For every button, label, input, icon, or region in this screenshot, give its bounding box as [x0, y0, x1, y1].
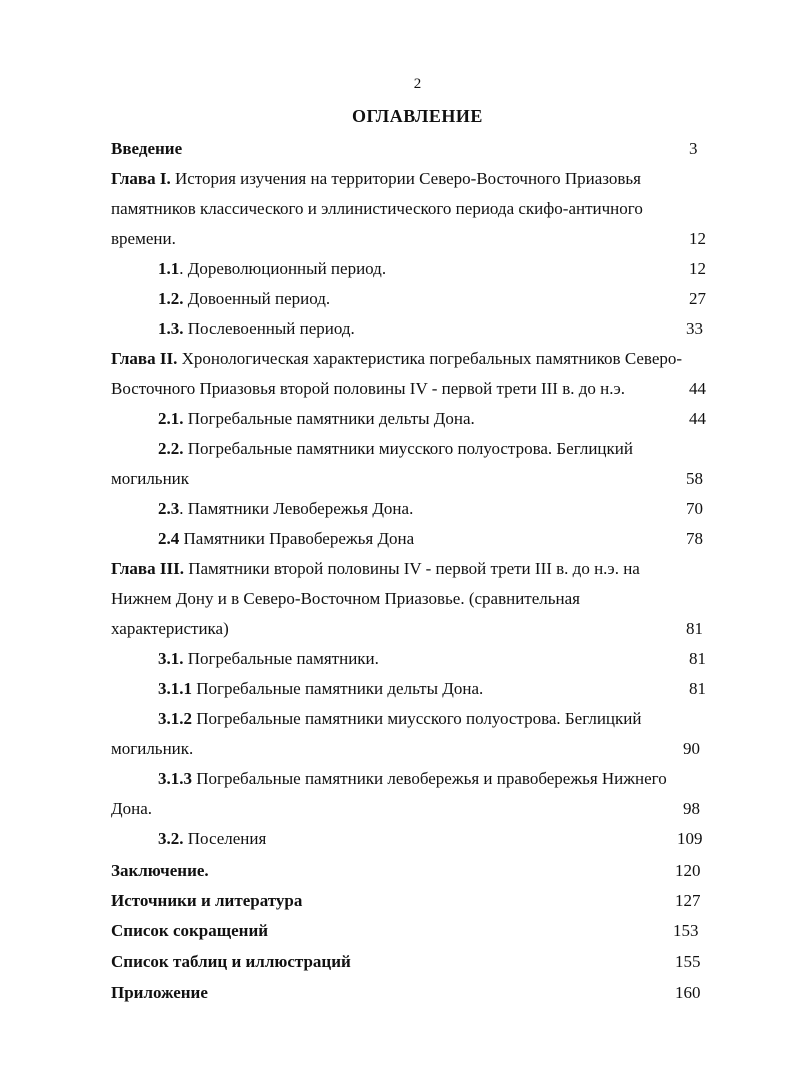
entry-page: 27 [689, 289, 706, 308]
entry-label: 3.2. [158, 829, 184, 848]
entry-text: Хронологическая характеристика погребальных памятников Северо- [177, 349, 683, 368]
entry-text: Восточного Приазовья второй половины IV - первой трети III в. до н.э. [111, 379, 626, 398]
entry-text: Памятники Правобережья Дона [179, 529, 415, 548]
entry-label: 1.1 [158, 259, 180, 278]
toc-entry-3-1-2[interactable] [0, 704, 795, 734]
toc-entry-2-2-end[interactable] [0, 464, 795, 494]
toc-entry-3-1-3-end[interactable] [0, 794, 795, 824]
toc-entry-3-1-3[interactable] [0, 764, 795, 794]
entry-text: Погребальные памятники миусского полуострова. Беглицкий [183, 439, 633, 458]
entry-text: характеристика) [111, 619, 229, 638]
entry-label: 3.1.2 [158, 709, 192, 728]
toc-entry-3-1-2-end[interactable] [0, 734, 795, 764]
entry-text: Нижнем Дону и в Северо-Восточном Приазовье. (сравнительная [111, 589, 580, 608]
entry-page: 127 [675, 891, 701, 910]
entry-label: 3.1. [158, 649, 184, 668]
entry-page: 81 [689, 679, 706, 698]
entry-label: 2.1. [158, 409, 184, 428]
toc-entry-chapter-1[interactable] [0, 164, 795, 194]
toc-entry-1-2[interactable] [0, 284, 795, 314]
entry-page: 120 [675, 861, 701, 880]
entry-text: Довоенный период. [183, 289, 331, 308]
page-title: ОГЛАВЛЕНИЕ [352, 106, 483, 126]
entry-page: 3 [689, 139, 698, 158]
entry-label: 3.1.1 [158, 679, 192, 698]
entry-label: Глава I. [111, 169, 171, 188]
entry-page: 160 [675, 983, 701, 1002]
toc-entry-2-1[interactable] [0, 404, 795, 434]
entry-text: Памятники второй половины IV - первой трети III в. до н.э. на [183, 559, 640, 578]
toc-entry-abbreviations[interactable] [0, 916, 795, 946]
entry-page: 78 [686, 529, 703, 548]
entry-page: 153 [673, 921, 699, 940]
toc-entry-chapter-3[interactable] [0, 554, 795, 584]
entry-text: могильник [111, 469, 190, 488]
page-number: 2 [413, 76, 422, 92]
entry-page: 90 [683, 739, 700, 758]
entry-text: Дона. [111, 799, 152, 818]
toc-entry-3-1-1[interactable] [0, 674, 795, 704]
entry-label: 3.1.3 [158, 769, 192, 788]
entry-label: Список сокращений [111, 921, 269, 940]
toc-entry-1-3[interactable] [0, 314, 795, 344]
entry-label: Приложение [111, 983, 208, 1002]
toc-entry-chapter-2[interactable] [0, 344, 795, 374]
toc-entry-conclusion[interactable] [0, 856, 795, 886]
entry-page: 58 [686, 469, 703, 488]
entry-text: Погребальные памятники дельты Дона. [183, 409, 475, 428]
entry-page: 98 [683, 799, 700, 818]
entry-page: 33 [686, 319, 703, 338]
entry-text: Погребальные памятники. [183, 649, 379, 668]
entry-text: памятников классического и эллинистического периода скифо-античного [111, 199, 643, 218]
toc-entry-chapter-3-end[interactable] [0, 614, 795, 644]
toc-entry-intro[interactable] [0, 134, 795, 164]
toc-entry-chapter-2-end[interactable] [0, 374, 795, 404]
entry-page: 109 [677, 829, 703, 848]
entry-text: История изучения на территории Северо-Восточного Приазовья [170, 169, 641, 188]
entry-page: 81 [689, 649, 706, 668]
entry-text: Погребальные памятники левобережья и правобережья Нижнего [192, 769, 667, 788]
entry-text: могильник. [111, 739, 194, 758]
entry-page: 12 [689, 229, 706, 248]
entry-label: Источники и литература [111, 891, 303, 910]
toc-entry-1-1[interactable] [0, 254, 795, 284]
entry-label: Глава III. [111, 559, 184, 578]
toc-entry-sources[interactable] [0, 886, 795, 916]
entry-label: Заключение. [111, 861, 209, 880]
entry-text: Погребальные памятники миусского полуострова. Беглицкий [192, 709, 642, 728]
toc-entry-appendix[interactable] [0, 978, 795, 1008]
entry-label: 2.4 [158, 529, 180, 548]
toc-entry-tables[interactable] [0, 947, 795, 977]
entry-label: 1.2. [158, 289, 184, 308]
entry-page: 44 [689, 379, 706, 398]
entry-text: Поселения [183, 829, 267, 848]
entry-label: Список таблиц и иллюстраций [111, 952, 351, 971]
toc-entry-chapter-1-cont[interactable] [0, 194, 795, 224]
entry-page: 70 [686, 499, 703, 518]
entry-text: . Памятники Левобережья Дона. [179, 499, 414, 518]
entry-text: Погребальные памятники дельты Дона. [192, 679, 484, 698]
entry-text: . Дореволюционный период. [179, 259, 387, 278]
entry-label: Глава II. [111, 349, 178, 368]
toc-entry-chapter-1-end[interactable] [0, 224, 795, 254]
toc-entry-2-3[interactable] [0, 494, 795, 524]
entry-text: времени. [111, 229, 176, 248]
toc-entry-2-2[interactable] [0, 434, 795, 464]
toc-entry-2-4[interactable] [0, 524, 795, 554]
entry-page: 81 [686, 619, 703, 638]
entry-page: 12 [689, 259, 706, 278]
toc-entry-3-1[interactable] [0, 644, 795, 674]
entry-page: 155 [675, 952, 701, 971]
toc-entry-3-2[interactable] [0, 824, 795, 854]
entry-label: 2.3 [158, 499, 180, 518]
entry-text: Послевоенный период. [183, 319, 355, 338]
entry-label: 1.3. [158, 319, 184, 338]
toc-entry-chapter-3-cont[interactable] [0, 584, 795, 614]
entry-page: 44 [689, 409, 706, 428]
entry-label: Введение [111, 139, 183, 158]
entry-label: 2.2. [158, 439, 184, 458]
